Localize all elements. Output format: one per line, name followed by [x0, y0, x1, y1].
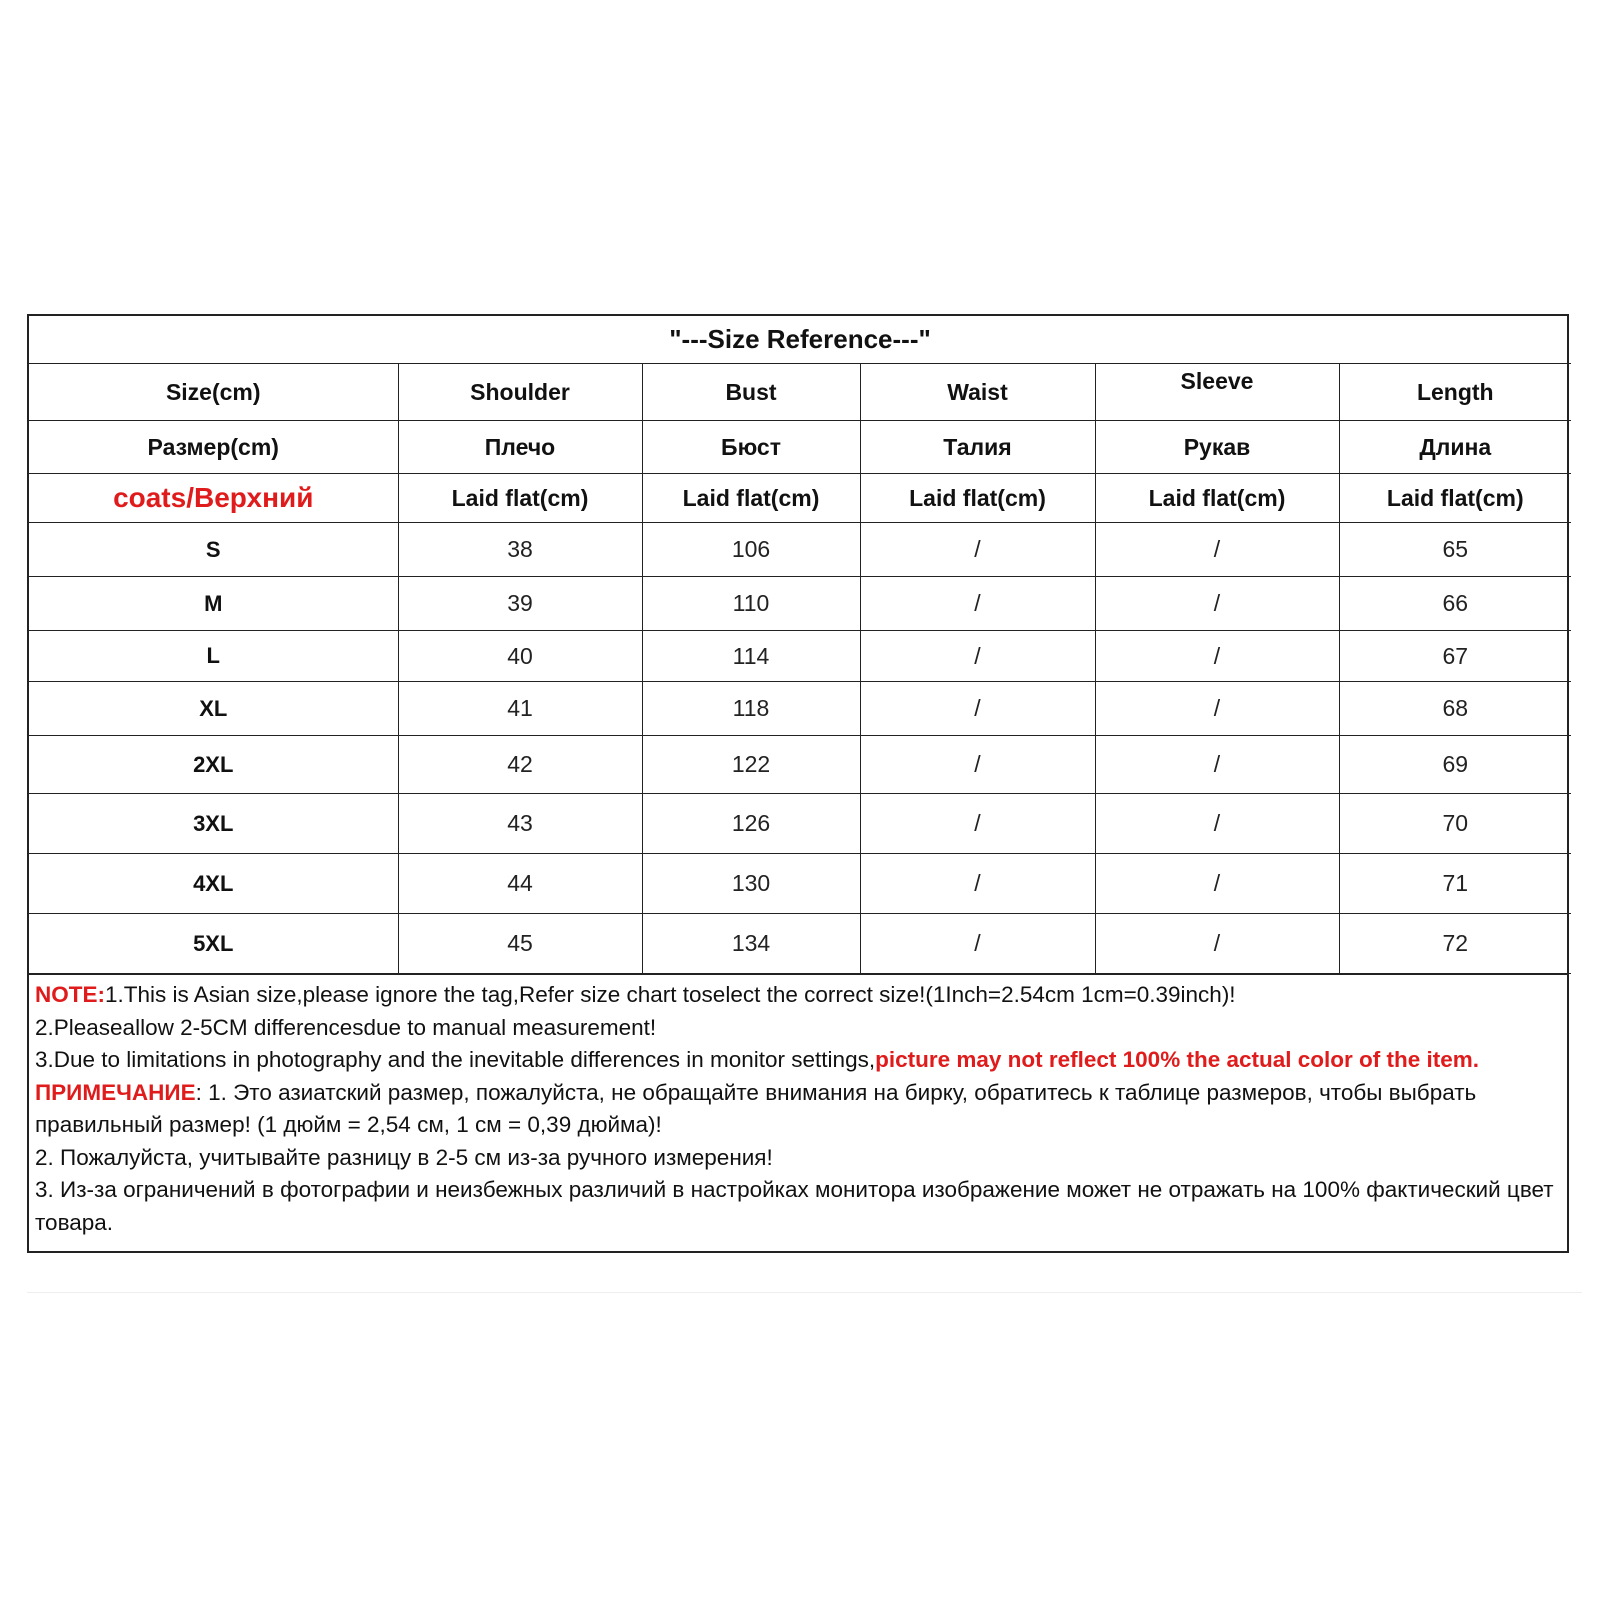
sleeve-cell: / [1095, 914, 1339, 974]
waist-cell: / [860, 736, 1095, 794]
table-row [29, 631, 1571, 682]
sleeve-cell: / [1095, 794, 1339, 854]
size-cell: 3XL [29, 794, 398, 854]
size-cell: S [29, 523, 398, 577]
note-line-2: 2.Pleaseallow 2-5CM differencesdue to manual measurement! [35, 1014, 657, 1040]
waist-cell: / [860, 682, 1095, 736]
bust-cell: 110 [642, 577, 860, 631]
note-1-text: 1.This is Asian size,please ignore the tag,Refer size chart toselect the correct size!(1Inch=2.54cm 1cm=0.39inch)! [105, 982, 1236, 1007]
note-3-warning: picture may not reflect 100% the actual color of the item. [875, 1047, 1480, 1072]
waist-cell: / [860, 577, 1095, 631]
chart-title: "---Size Reference---" [29, 316, 1571, 364]
waist-cell: / [860, 631, 1095, 682]
measure-label: Laid flat(cm) [1095, 474, 1339, 523]
length-cell: 69 [1339, 736, 1571, 794]
sleeve-cell: / [1095, 631, 1339, 682]
header-bust-ru: Бюст [642, 421, 860, 474]
shoulder-cell: 44 [398, 854, 642, 914]
waist-cell: / [860, 854, 1095, 914]
note-ru-line-3: 3. Из-за ограничений в фотографии и неизбежных различий в настройках монитора изображение может не отражать на 100% фактический цвет товара. [35, 1177, 1554, 1235]
length-cell: 71 [1339, 854, 1571, 914]
note-line-1 [35, 979, 1561, 1012]
notes-block [29, 974, 1567, 1251]
measure-label: Laid flat(cm) [398, 474, 642, 523]
length-cell: 72 [1339, 914, 1571, 974]
shoulder-cell: 40 [398, 631, 642, 682]
shoulder-cell: 41 [398, 682, 642, 736]
shoulder-cell: 43 [398, 794, 642, 854]
size-cell: 5XL [29, 914, 398, 974]
note-ru-line-2: 2. Пожалуйста, учитывайте разницу в 2-5 см из-за ручного измерения! [35, 1144, 773, 1170]
table-row [29, 523, 1571, 577]
length-cell: 67 [1339, 631, 1571, 682]
shoulder-cell: 45 [398, 914, 642, 974]
bust-cell: 130 [642, 854, 860, 914]
header-shoulder-ru: Плечо [398, 421, 642, 474]
category-label: coats/Верхний [29, 474, 398, 523]
header-length-ru: Длина [1339, 421, 1571, 474]
header-row-en [29, 364, 1571, 421]
header-shoulder: Shoulder [398, 364, 642, 421]
sleeve-cell: / [1095, 577, 1339, 631]
note-ru-1-text: : 1. Это азиатский размер, пожалуйста, не обращайте внимания на бирку, обратитесь к таблице размеров, чтобы выбрать правильный размер! (1 дюйм = 2,54 см, 1 см = 0,39 дюйма)! [35, 1079, 1477, 1137]
header-waist-ru: Талия [860, 421, 1095, 474]
table-row [29, 914, 1571, 974]
note-3-text: 3.Due to limitations in photography and the inevitable differences in monitor settings, [35, 1047, 876, 1072]
measure-label: Laid flat(cm) [642, 474, 860, 523]
note-label: NOTE: [35, 982, 105, 1007]
header-length: Length [1339, 364, 1571, 421]
table-row [29, 736, 1571, 794]
header-sleeve-ru: Рукав [1095, 421, 1339, 474]
size-rows [29, 523, 1571, 974]
bust-cell: 118 [642, 682, 860, 736]
shoulder-cell: 42 [398, 736, 642, 794]
table-row [29, 577, 1571, 631]
header-waist: Waist [860, 364, 1095, 421]
bust-cell: 106 [642, 523, 860, 577]
header-sleeve: Sleeve [1095, 364, 1339, 421]
size-cell: 2XL [29, 736, 398, 794]
size-reference-chart [27, 314, 1569, 1253]
bust-cell: 134 [642, 914, 860, 974]
header-row-ru [29, 421, 1571, 474]
length-cell: 65 [1339, 523, 1571, 577]
header-size: Size(cm) [29, 364, 398, 421]
waist-cell: / [860, 914, 1095, 974]
note-ru-line-1 [35, 1077, 1561, 1142]
table-row [29, 794, 1571, 854]
size-cell: M [29, 577, 398, 631]
size-cell: XL [29, 682, 398, 736]
table-row [29, 854, 1571, 914]
size-table [29, 316, 1571, 974]
note-ru-label: ПРИМЕЧАНИЕ [35, 1079, 196, 1105]
waist-cell: / [860, 523, 1095, 577]
length-cell: 70 [1339, 794, 1571, 854]
size-cell: L [29, 631, 398, 682]
note-line-3 [35, 1044, 1561, 1077]
bust-cell: 126 [642, 794, 860, 854]
length-cell: 68 [1339, 682, 1571, 736]
measure-label: Laid flat(cm) [860, 474, 1095, 523]
sleeve-cell: / [1095, 523, 1339, 577]
length-cell: 66 [1339, 577, 1571, 631]
header-bust: Bust [642, 364, 860, 421]
sleeve-cell: / [1095, 854, 1339, 914]
measure-label: Laid flat(cm) [1339, 474, 1571, 523]
header-row-measure [29, 474, 1571, 523]
sleeve-cell: / [1095, 682, 1339, 736]
size-cell: 4XL [29, 854, 398, 914]
shoulder-cell: 39 [398, 577, 642, 631]
sleeve-cell: / [1095, 736, 1339, 794]
bust-cell: 114 [642, 631, 860, 682]
bust-cell: 122 [642, 736, 860, 794]
divider [27, 1292, 1582, 1301]
table-row [29, 682, 1571, 736]
waist-cell: / [860, 794, 1095, 854]
header-size-ru: Размер(cm) [29, 421, 398, 474]
shoulder-cell: 38 [398, 523, 642, 577]
